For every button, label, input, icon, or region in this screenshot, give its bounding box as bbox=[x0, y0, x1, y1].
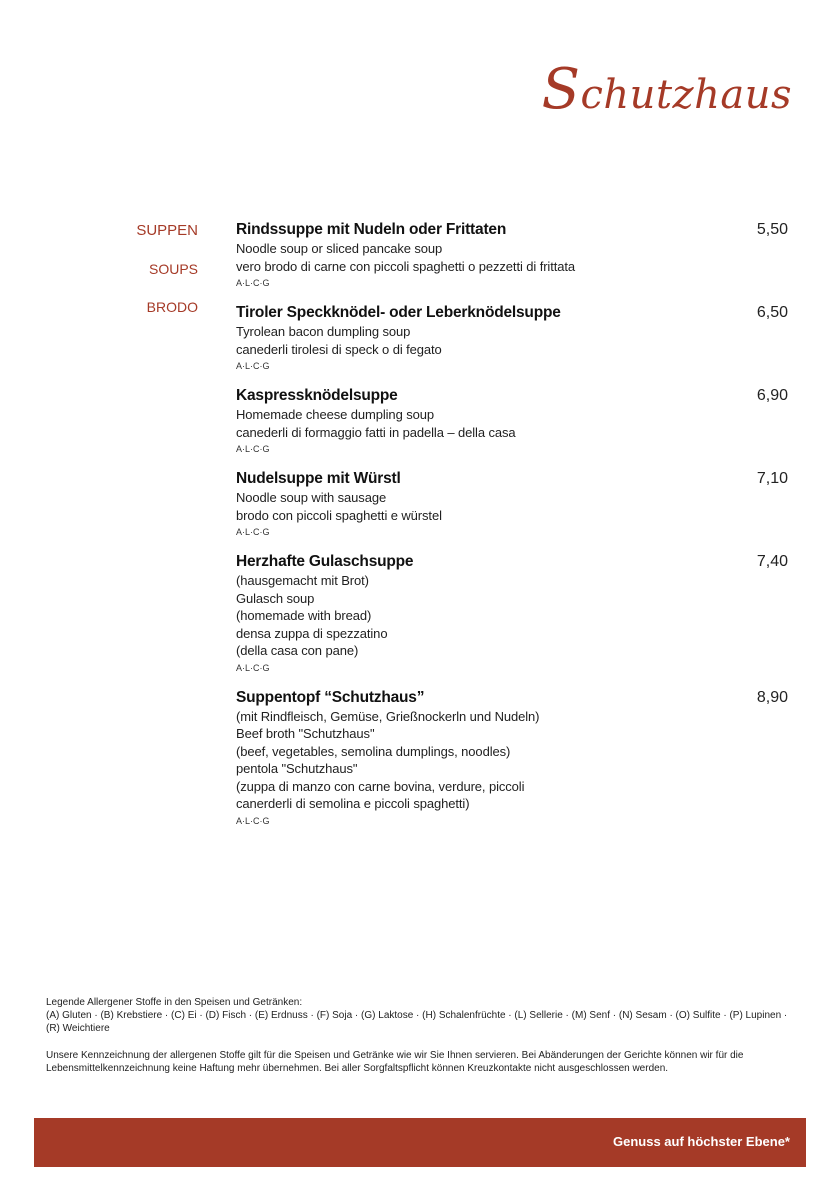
category-english: SOUPS bbox=[148, 261, 198, 277]
item-description-line: brodo con piccoli spaghetti e würstel bbox=[236, 507, 442, 523]
item-description-line: Tyrolean bacon dumpling soup bbox=[236, 324, 411, 339]
footer-bar bbox=[34, 1118, 806, 1167]
item-allergens: A·L·C·G bbox=[236, 662, 270, 673]
item-title: Kaspressknödelsuppe bbox=[236, 387, 398, 404]
logo-initial: S bbox=[541, 57, 581, 122]
legend-note: Unsere Kennzeichnung der allergenen Stoffe gilt für die Speisen und Getränke wie wir Sie Ihnen servieren. Bei Abänderungen der Gerichte können wir für die Lebensmittelkennzeichnung keine Haftung mehr übernehmen. Bei aller Sorgfaltspflicht können Kreuzkontakte nicht ausgeschlossen werden. bbox=[46, 1050, 744, 1074]
item-description-line: (beef, vegetables, semolina dumplings, noodles) bbox=[236, 743, 511, 759]
item-title: Rindssuppe mit Nudeln oder Frittaten bbox=[236, 221, 507, 238]
item-description-line: Noodle soup or sliced pancake soup bbox=[236, 241, 443, 256]
item-allergens: A·L·C·G bbox=[236, 278, 270, 288]
item-description-line: (hausgemacht mit Brot) bbox=[236, 573, 369, 588]
item-price: 6,50 bbox=[756, 304, 788, 321]
menu-item bbox=[236, 220, 788, 290]
restaurant-logo bbox=[541, 57, 792, 122]
item-price: 6,90 bbox=[756, 387, 788, 404]
item-price: 5,50 bbox=[756, 221, 788, 238]
menu-list bbox=[236, 220, 788, 841]
item-description-line: densa zuppa di spezzatino bbox=[236, 625, 388, 641]
item-allergens: A·L·C·G bbox=[236, 361, 270, 371]
item-title: Tiroler Speckknödel- oder Leberknödelsuppe bbox=[236, 304, 561, 321]
item-description-line: (mit Rindfleisch, Gemüse, Grießnockerln und Nudeln) bbox=[236, 708, 540, 724]
item-title: Herzhafte Gulaschsuppe bbox=[236, 553, 414, 570]
item-price: 7,10 bbox=[756, 470, 788, 487]
item-allergens: A·L·C·G bbox=[236, 444, 270, 454]
item-price: 7,40 bbox=[756, 553, 788, 570]
item-description-line: Homemade cheese dumpling soup bbox=[236, 407, 434, 422]
item-description-line: canederli tirolesi di speck o di fegato bbox=[236, 341, 442, 357]
item-title: Nudelsuppe mit Würstl bbox=[236, 470, 401, 487]
category-german: SUPPEN bbox=[136, 222, 198, 239]
item-allergens: A·L·C·G bbox=[236, 527, 270, 537]
item-description-line: Beef broth "Schutzhaus" bbox=[236, 726, 375, 741]
item-description-line: canerderli di semolina e piccoli spaghetti) bbox=[236, 796, 470, 811]
item-description-line: (zuppa di manzo con carne bovina, verdure, piccoli bbox=[236, 778, 525, 794]
item-description-line: vero brodo di carne con piccoli spaghetti o pezzetti di frittata bbox=[236, 258, 576, 274]
item-description-line: Noodle soup with sausage bbox=[236, 490, 387, 505]
menu-item bbox=[236, 552, 788, 675]
legend-list: (A) Gluten · (B) Krebstiere · (C) Ei · (D) Fisch · (E) Erdnuss · (F) Soja · (G) Laktose · (H) Schalenfrüchte · (L) Sellerie · (M) Senf · (N) Sesam · (O) Sulfite · (P) Lupinen · (R) Weichtiere bbox=[46, 1010, 788, 1034]
item-description-line: canederli di formaggio fatti in padella – della casa bbox=[236, 424, 516, 440]
item-price: 8,90 bbox=[756, 688, 788, 706]
item-title: Suppentopf “Schutzhaus” bbox=[236, 688, 425, 706]
logo-text: chutzhaus bbox=[580, 72, 792, 118]
category-labels bbox=[100, 222, 198, 337]
legend-heading: Legende Allergener Stoffe in den Speisen und Getränken: bbox=[46, 997, 303, 1008]
footer-slogan: Genuss auf höchster Ebene* bbox=[613, 1134, 790, 1149]
item-description-line: Gulasch soup bbox=[236, 590, 315, 606]
allergen-legend bbox=[46, 996, 796, 1075]
item-allergens: A·L·C·G bbox=[236, 815, 270, 826]
menu-item bbox=[236, 386, 788, 456]
menu-item bbox=[236, 469, 788, 539]
menu-item bbox=[236, 688, 788, 828]
menu-item bbox=[236, 303, 788, 373]
item-description-line: (della casa con pane) bbox=[236, 643, 359, 658]
category-italian: BRODO bbox=[146, 299, 198, 315]
item-description-line: (homemade with bread) bbox=[236, 608, 372, 623]
item-description-line: pentola "Schutzhaus" bbox=[236, 761, 358, 776]
